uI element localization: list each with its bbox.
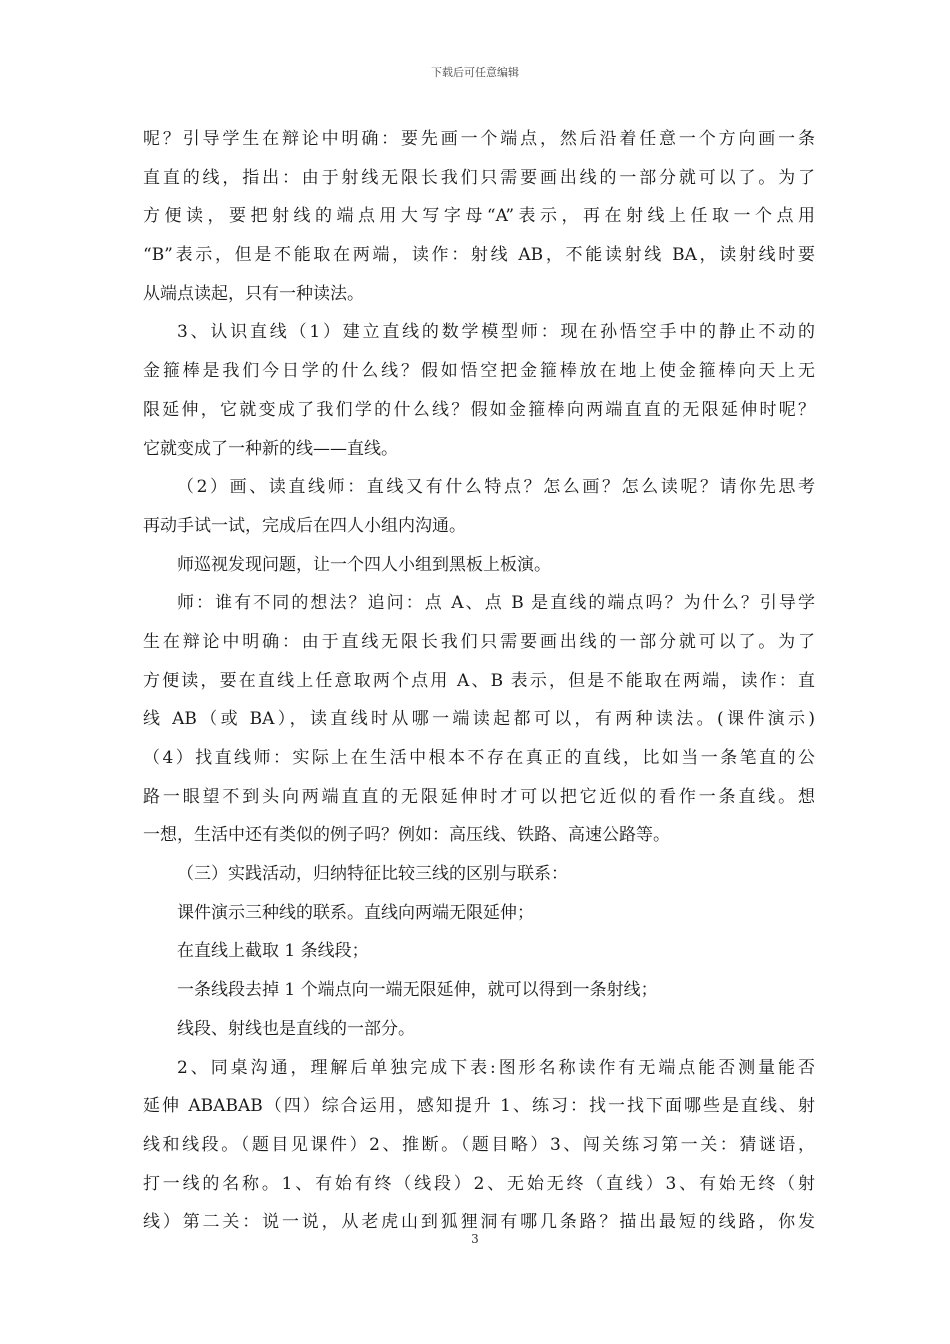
text-line: 路一眼望不到头向两端直直的无限延伸时才可以把它近似的看作一条直线。想 xyxy=(143,786,815,807)
text-line: 线）第二关：说一说，从老虎山到狐狸洞有哪几条路？描出最短的线路，你发 xyxy=(143,1212,815,1233)
text-line: 线 AB（或 BA），读直线时从哪一端读起都可以，有两种读法。(课件演示) xyxy=(143,709,815,730)
text-line: （三）实践活动，归纳特征比较三线的区别与联系： xyxy=(177,864,568,885)
document-body xyxy=(143,120,815,1242)
text-line: 一条线段去掉 1 个端点向一端无限延伸，就可以得到一条射线； xyxy=(177,980,658,1001)
text-line: 3、认识直线（1）建立直线的数学模型师：现在孙悟空手中的静止不动的 xyxy=(177,322,815,343)
text-line: 线和线段。（题目见课件）2、推断。（题目略）3、闯关练习第一关：猜谜语， xyxy=(143,1134,815,1155)
text-line: 一想，生活中还有类似的例子吗？例如：高压线、铁路、高速公路等。 xyxy=(143,825,670,846)
text-line: 线段、射线也是直线的一部分。 xyxy=(177,1018,415,1039)
text-line: 师：谁有不同的想法？追问：点 A、点 B 是直线的端点吗？为什么？引导学 xyxy=(177,593,815,614)
text-line: 它就变成了一种新的线——直线。 xyxy=(143,438,398,459)
text-line: 直直的线，指出：由于射线无限长我们只需要画出线的一部分就可以了。为了 xyxy=(143,167,815,188)
text-line: 金箍棒是我们今日学的什么线？假如悟空把金箍棒放在地上使金箍棒向天上无 xyxy=(143,361,815,382)
text-line: 再动手试一试，完成后在四人小组内沟通。 xyxy=(143,515,466,536)
text-line: 延伸 ABABAB（四）综合运用，感知提升 1、练习：找一找下面哪些是直线、射 xyxy=(143,1096,815,1117)
page-number: 3 xyxy=(471,1232,479,1246)
text-line: （4）找直线师：实际上在生活中根本不存在真正的直线，比如当一条笔直的公 xyxy=(143,748,815,768)
text-line: 师巡视发现问题，让一个四人小组到黑板上板演。 xyxy=(177,554,551,575)
text-line: 打一线的名称。1、有始有终（线段）2、无始无终（直线）3、有始无终（射 xyxy=(143,1173,815,1194)
text-line: 方便读，要在直线上任意取两个点用 A、B 表示，但是不能取在两端，读作：直 xyxy=(143,670,815,691)
text-line: “B”表示，但是不能取在两端，读作：射线 AB，不能读射线 BA，读射线时要 xyxy=(143,245,815,266)
text-line: 从端点读起，只有一种读法。 xyxy=(143,283,364,304)
text-line: 在直线上截取 1 条线段； xyxy=(177,941,369,962)
text-line: 课件演示三种线的联系。直线向两端无限延伸； xyxy=(177,902,534,923)
text-line: （2）画、读直线师：直线又有什么特点？怎么画？怎么读呢？请你先思考 xyxy=(177,477,815,498)
text-line: 方便读，要把射线的端点用大写字母“A”表示，再在射线上任取一个点用 xyxy=(143,206,815,227)
page-header: 下载后可任意编辑 xyxy=(431,66,519,79)
text-line: 生在辩论中明确：由于直线无限长我们只需要画出线的一部分就可以了。为了 xyxy=(143,631,815,652)
text-line: 呢？引导学生在辩论中明确：要先画一个端点，然后沿着任意一个方向画一条 xyxy=(143,129,815,149)
text-line: 2、同桌沟通，理解后单独完成下表:图形名称读作有无端点能否测量能否 xyxy=(177,1057,815,1078)
text-line: 限延伸，它就变成了我们学的什么线？假如金箍棒向两端直直的无限延伸时呢？ xyxy=(143,399,815,420)
